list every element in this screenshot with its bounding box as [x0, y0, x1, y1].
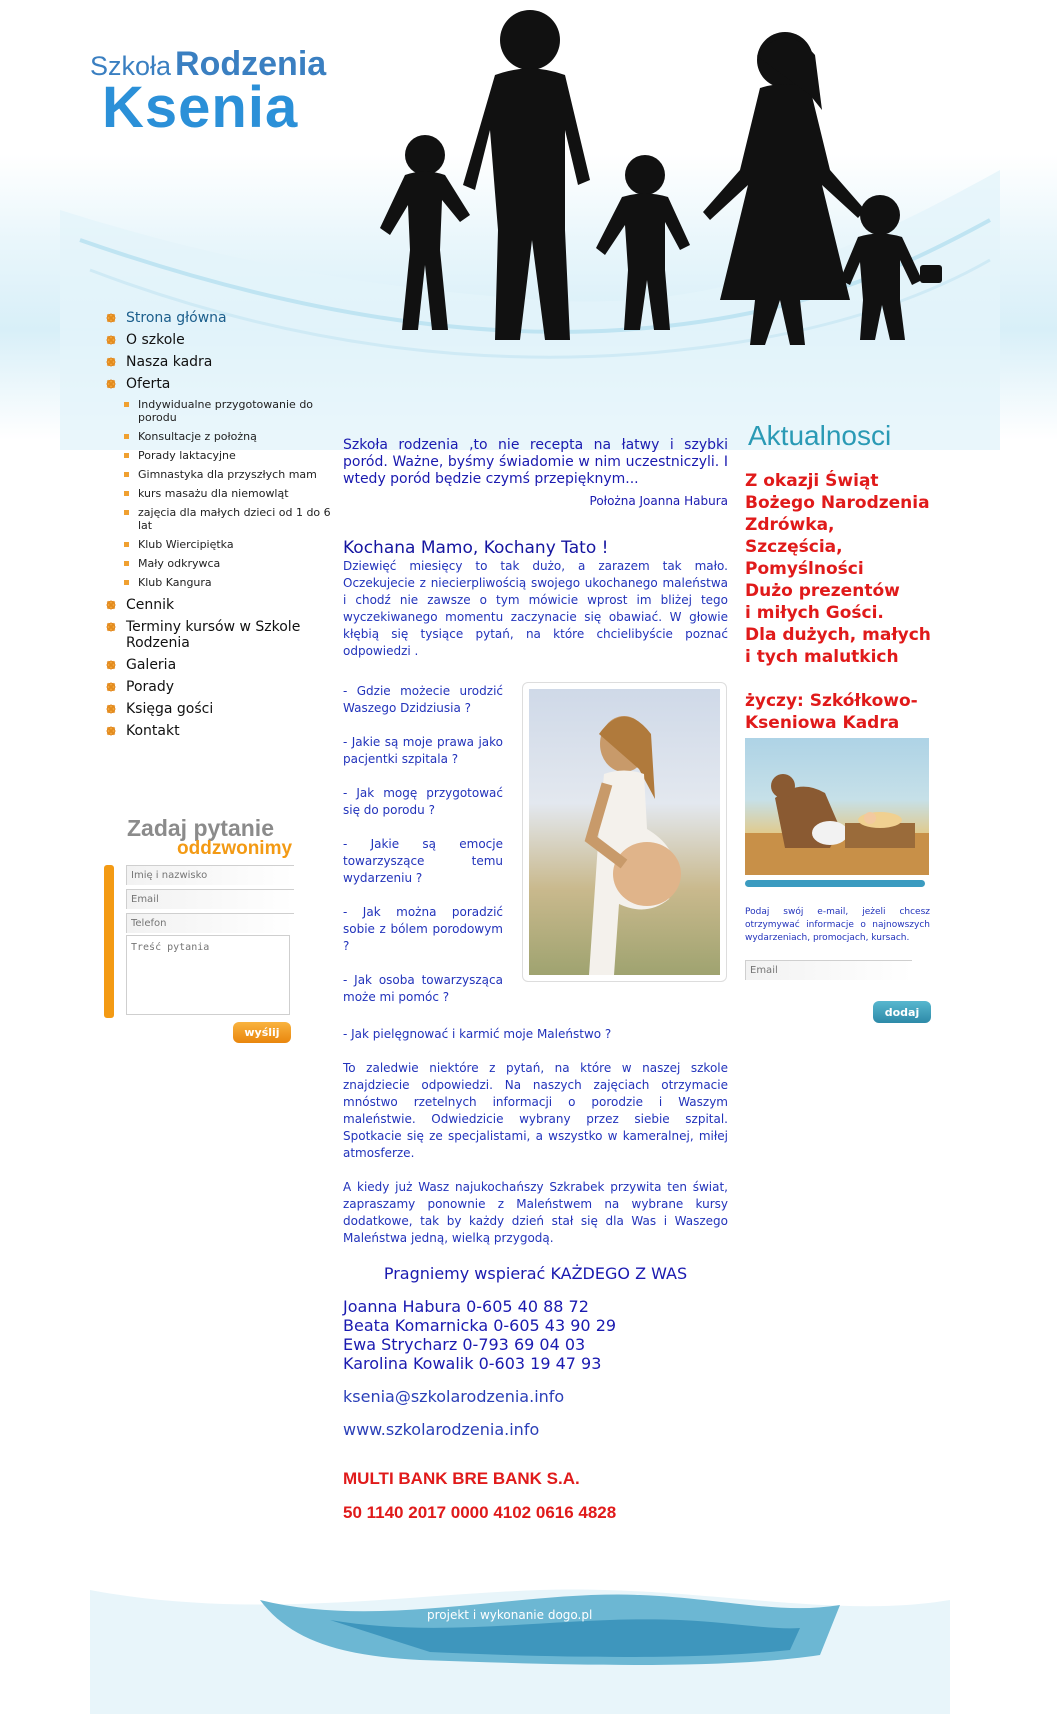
subnav-item[interactable]	[124, 468, 334, 481]
logo-szkola: Szkoła	[90, 51, 172, 81]
intro-paragraph: Dziewięć miesięcy to tak dużo, a zarazem tak mało. Oczekujecie z niecierpliwością swojego ukochanego maleństwa i chodź nie zawsze o tym mówicie wprost im bliżej tego wyczekiwanego momentu zaczynacie się obawiać. W głowie kłębią się tysiące pytań, na które chcielibyście poznać odpowiedzi .	[343, 559, 728, 658]
subnav-label: Porady laktacyjne	[138, 449, 236, 462]
wish-line: Dużo prezentów	[745, 581, 900, 601]
square-bullet-icon	[124, 491, 129, 496]
subnav-item[interactable]	[124, 449, 334, 462]
wish-line: Pomyślności	[745, 559, 864, 579]
logo-rodzenia: Rodzenia	[175, 45, 327, 83]
square-bullet-icon	[124, 561, 129, 566]
support-line-a: Pragniemy wspierać	[383, 1264, 551, 1283]
greeting-heading: Kochana Mamo, Kochany Tato !	[343, 538, 609, 558]
question-item: - Jakie są moje prawa jako pacjentki szpitala ?	[343, 735, 503, 766]
square-bullet-icon	[124, 542, 129, 547]
support-line	[343, 1264, 728, 1283]
wish-line: Z okazji Świąt	[745, 471, 879, 491]
holiday-wishes	[745, 470, 935, 734]
news-divider	[745, 880, 925, 887]
subnav-label: Indywidualne przygotowanie do porodu	[138, 398, 314, 424]
subnav-item[interactable]	[124, 538, 334, 551]
square-bullet-icon	[124, 434, 129, 439]
wish-line: Zdrówka, Szczęścia,	[745, 515, 843, 557]
wish-line: Dla dużych, małych	[745, 625, 931, 645]
nativity-illustration	[745, 738, 929, 875]
question-item-last: - Jak pielęgnować i karmić moje Maleństwo ?	[343, 1027, 612, 1041]
wish-line: Bożego Narodzenia	[745, 493, 930, 513]
nav-item-galeria[interactable]	[106, 657, 334, 673]
question-item: - Gdzie możecie urodzić Waszego Dzidziusia ?	[343, 684, 503, 715]
bank-name: MULTI BANK BRE BANK S.A.	[343, 1469, 580, 1488]
square-bullet-icon	[124, 402, 129, 407]
contact-phone: Beata Komarnicka 0-605 43 90 29	[343, 1316, 617, 1335]
name-field[interactable]	[126, 865, 294, 885]
form-accent-bar	[104, 865, 114, 1018]
nav-item-cennik[interactable]	[106, 597, 334, 613]
bullet-icon	[106, 357, 116, 367]
bullet-icon	[106, 600, 116, 610]
nav-item-kontakt[interactable]	[106, 723, 334, 739]
question-field[interactable]	[126, 935, 290, 1015]
square-bullet-icon	[124, 472, 129, 477]
question-item: - Jakie są emocje towarzyszące temu wydarzeniu ?	[343, 837, 503, 885]
subnav-item[interactable]	[124, 576, 334, 589]
square-bullet-icon	[124, 510, 129, 515]
paragraph-1: To zaledwie niektóre z pytań, na które w naszej szkole znajdziecie odpowiedzi. Na naszych zajęciach otrzymacie mnóstwo rzetelnych informacji o porodzie i Waszym maleństwie. Odwiedzicie wybrany przez siebie szpital. Spotkacie się ze specjalistami, a wszystko w kameralnej, miłej atmosferze.	[343, 1061, 728, 1160]
subnav-label: zajęcia dla małych dzieci od 1 do 6 lat	[138, 506, 331, 532]
question-list	[343, 683, 503, 1023]
nav-item-porady[interactable]	[106, 679, 334, 695]
footer-credit-tld: .pl	[577, 1608, 593, 1622]
main-nav	[106, 310, 334, 745]
wish-line: i miłych Gości.	[745, 603, 884, 623]
bank-account: 50 1140 2017 0000 4102 0616 4828	[343, 1503, 617, 1522]
nativity-image	[745, 738, 929, 875]
quote-author: Położna Joanna Habura	[589, 494, 728, 508]
pregnant-woman-photo	[522, 682, 727, 982]
wish-signature: Kseniowa Kadra	[745, 713, 900, 733]
nav-label: Porady	[126, 679, 175, 695]
bullet-icon	[106, 313, 116, 323]
main-content	[343, 437, 728, 660]
contact-form-title	[127, 815, 292, 860]
bullet-icon	[106, 660, 116, 670]
newsletter-text: Podaj swój e-mail, jeżeli chcesz otrzymywać informacje o najnowszych wydarzeniach, promocjach, kursach.	[745, 907, 930, 943]
nav-label: Księga gości	[126, 701, 214, 717]
nav-label: Nasza kadra	[126, 354, 213, 370]
nav-label: Cennik	[126, 597, 175, 613]
wish-signature: życzy: Szkółkowo-	[745, 691, 918, 711]
paragraph-2: A kiedy już Wasz najukochańszy Szkrabek przywita ten świat, zapraszamy ponownie z Maleństwem na wybrane kursy dodatkowe, tak by każdy dzień stał się dla Was i Waszego Maleństwa jedną, wielką przygodą.	[343, 1180, 728, 1245]
subnav-label: Mały odkrywca	[138, 557, 221, 570]
nav-label: Kontakt	[126, 723, 180, 739]
bullet-icon	[106, 335, 116, 345]
logo-ksenia: Ksenia	[102, 75, 299, 140]
nav-item-o-szkole[interactable]	[106, 332, 334, 348]
subnav-item[interactable]	[124, 430, 334, 443]
nav-label: O szkole	[126, 332, 185, 348]
nav-label: Terminy kursów w Szkole Rodzenia	[126, 619, 301, 651]
logo[interactable]	[90, 45, 326, 141]
bullet-icon	[106, 622, 116, 632]
contact-phone: Joanna Habura 0-605 40 88 72	[343, 1297, 589, 1316]
question-item: - Jak mogę przygotować się do porodu ?	[343, 786, 503, 817]
oferta-subnav	[124, 398, 334, 589]
bullet-icon	[106, 726, 116, 736]
email-link[interactable]: ksenia@szkolarodzenia.info	[343, 1387, 565, 1406]
subnav-item[interactable]	[124, 506, 334, 532]
footer-credit-text: projekt i wykonanie dogo	[427, 1608, 578, 1622]
subnav-label: Klub Wiercipiętka	[138, 538, 234, 551]
nav-item-strona-glowna[interactable]	[106, 310, 334, 326]
pregnant-woman-figure	[529, 689, 720, 975]
phone-field[interactable]	[126, 913, 294, 933]
newsletter-email-field[interactable]	[745, 960, 912, 980]
square-bullet-icon	[124, 453, 129, 458]
subnav-item[interactable]	[124, 557, 334, 570]
nav-item-oferta[interactable]	[106, 376, 334, 392]
question-item: - Jak osoba towarzysząca może mi pomóc ?	[343, 973, 503, 1004]
bullet-icon	[106, 379, 116, 389]
nav-label: Galeria	[126, 657, 177, 673]
bullet-icon	[106, 704, 116, 714]
nav-item-terminy[interactable]	[106, 619, 334, 651]
subnav-label: kurs masażu dla niemowląt	[138, 487, 289, 500]
subnav-label: Konsultacje z położną	[138, 430, 257, 443]
support-line-b: KAŻDEGO Z WAS	[550, 1264, 688, 1283]
nav-label: Oferta	[126, 376, 171, 392]
main-content-lower	[343, 1026, 728, 1523]
newsletter-subscribe-button[interactable]: dodaj	[873, 1001, 931, 1023]
subnav-item[interactable]	[124, 487, 334, 500]
family-silhouette	[360, 0, 980, 390]
subnav-label: Klub Kangura	[138, 576, 212, 589]
email-field[interactable]	[126, 889, 294, 909]
form-title-main: Zadaj pytanie	[127, 815, 274, 841]
footer-wave	[0, 1560, 1057, 1714]
nav-item-nasza-kadra[interactable]	[106, 354, 334, 370]
send-button[interactable]: wyślij	[233, 1022, 291, 1043]
subnav-label: Gimnastyka dla przyszłych mam	[138, 468, 317, 481]
nav-label: Strona główna	[126, 310, 227, 326]
form-title-sub: oddzwonimy	[177, 838, 293, 859]
bullet-icon	[106, 682, 116, 692]
square-bullet-icon	[124, 580, 129, 585]
contact-phone: Karolina Kowalik 0-603 19 47 93	[343, 1354, 602, 1373]
website-link[interactable]: www.szkolarodzenia.info	[343, 1420, 540, 1439]
contact-phone: Ewa Strycharz 0-793 69 04 03	[343, 1335, 586, 1354]
quote-text: Szkoła rodzenia ,to nie recepta na łatwy i szybki poród. Ważne, byśmy świadomie w nim uczestniczyli. I wtedy poród będzie czymś przepięknym...	[343, 437, 728, 487]
footer-credit[interactable]	[427, 1608, 592, 1622]
nav-item-ksiega-gosci[interactable]	[106, 701, 334, 717]
photo-image	[529, 689, 720, 975]
subnav-item[interactable]	[124, 398, 334, 424]
question-item: - Jak można poradzić sobie z bólem porodowym ?	[343, 905, 503, 953]
wish-line: i tych malutkich	[745, 647, 899, 667]
news-title: Aktualnosci	[748, 420, 892, 451]
